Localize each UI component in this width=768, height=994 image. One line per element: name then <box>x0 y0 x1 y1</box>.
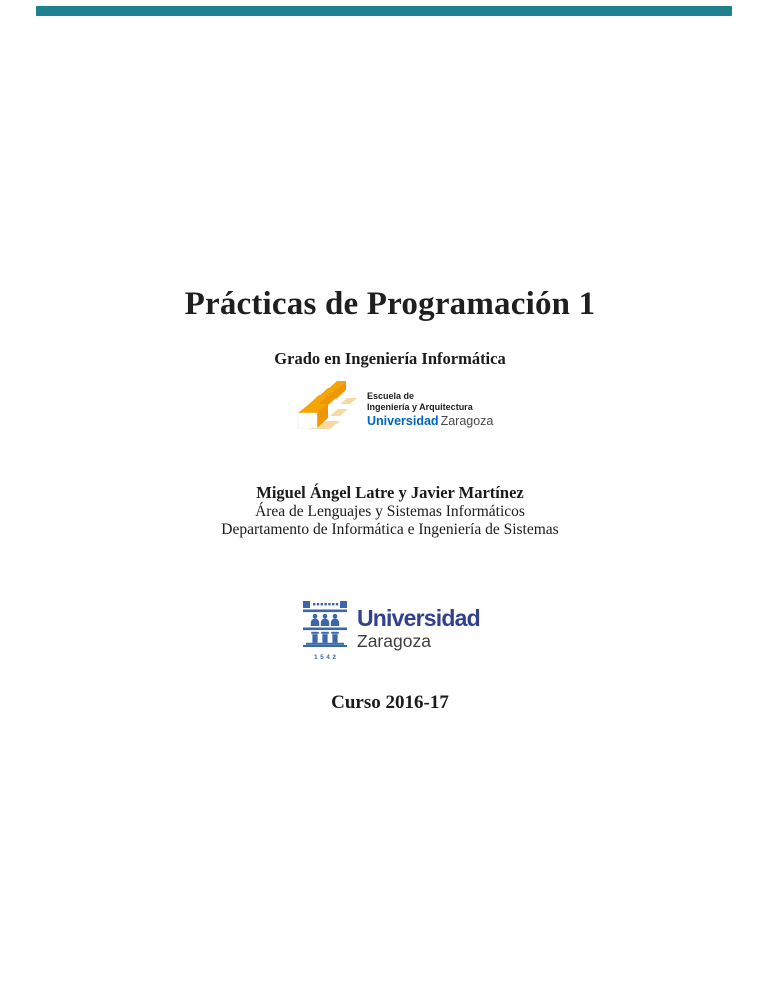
uz-city-word: Zaragoza <box>357 631 431 651</box>
eina-university-line <box>367 414 493 428</box>
affiliation-department: Departamento de Informática e Ingeniería de Sistemas <box>221 521 559 538</box>
affiliation-area: Área de Lenguajes y Sistemas Informáticos <box>255 502 525 520</box>
author-names: Miguel Ángel Latre y Javier Martínez <box>256 483 524 502</box>
universidad-zaragoza-logo <box>302 601 480 661</box>
uz-wordmark <box>357 601 480 650</box>
uz-emblem-column <box>302 601 348 661</box>
uz-emblem-icon <box>302 601 348 647</box>
uz-university-word: Universidad <box>357 605 480 631</box>
top-accent-bar <box>36 6 732 16</box>
authors-block <box>0 484 768 540</box>
degree-subtitle: Grado en Ingeniería Informática <box>274 349 506 368</box>
eina-logo <box>296 380 493 432</box>
eina-school-line1: Escuela de <box>367 391 415 401</box>
uz-founding-year: 1542 <box>314 654 339 661</box>
eina-city-word: Zaragoza <box>440 413 494 428</box>
course-year: Curso 2016-17 <box>331 692 449 713</box>
eina-logo-text <box>367 380 493 428</box>
eina-school-line2: Ingeniería y Arquitectura <box>367 401 473 412</box>
eina-cubes-icon <box>296 380 360 432</box>
eina-university-word: Universidad <box>367 413 439 428</box>
document-title: Prácticas de Programación 1 <box>184 286 596 323</box>
